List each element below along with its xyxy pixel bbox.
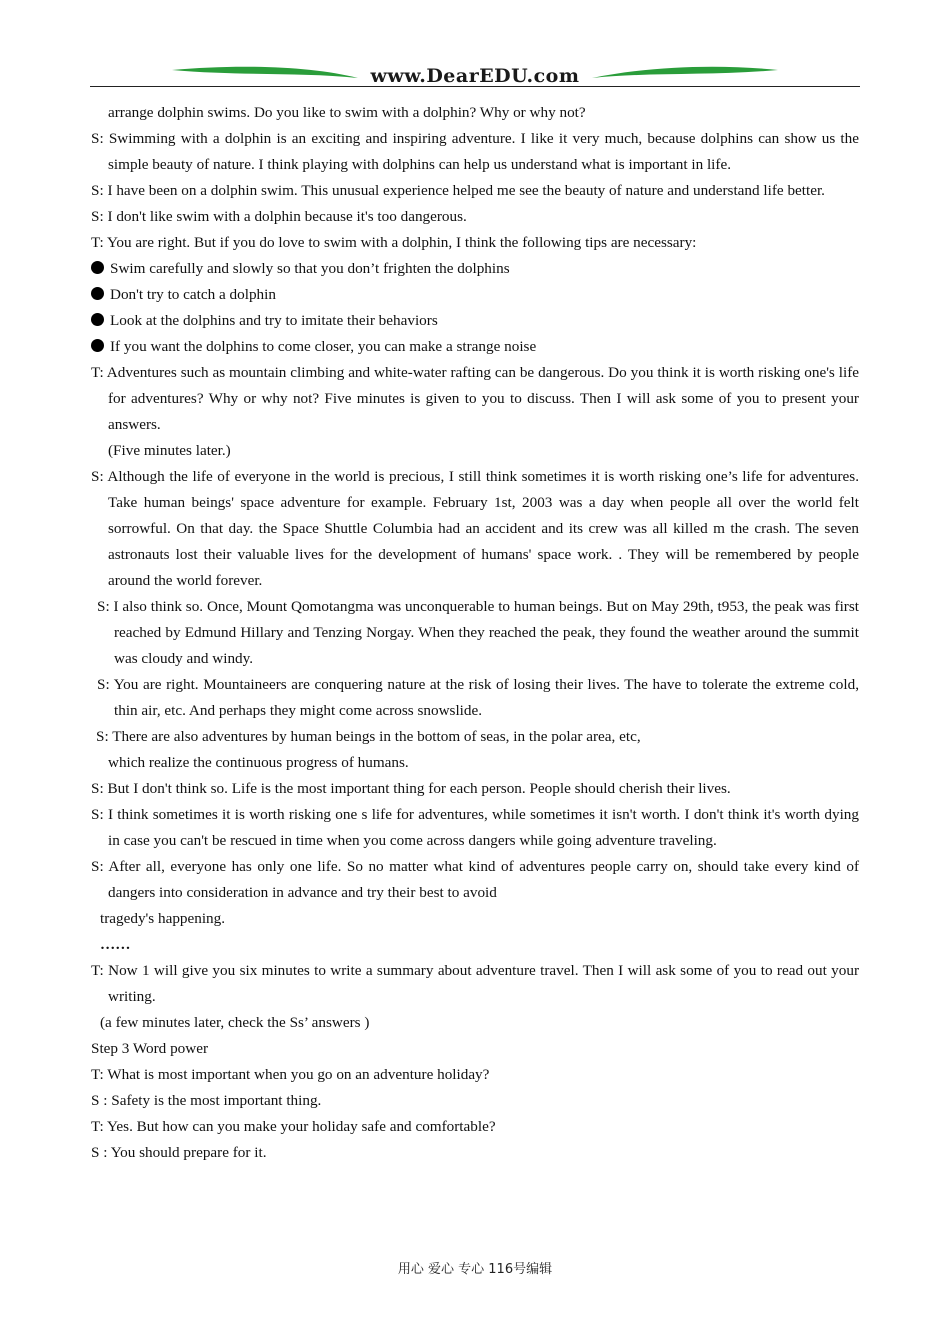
- page-footer: 用心 爱心 专心 116号编辑: [397, 1262, 553, 1277]
- tip-item: Swim carefully and slowly so that you don’t frighten the dolphins: [91, 256, 859, 282]
- bullet-icon: [91, 261, 104, 274]
- student-line: S: But I don't think so. Life is the most important thing for each person. People should cherish their lives.: [91, 780, 731, 797]
- tip-item: If you want the dolphins to come closer, you can make a strange noise: [91, 334, 859, 360]
- tip-item: Don't try to catch a dolphin: [91, 282, 859, 308]
- student-line: S: You are right. Mountaineers are conquering nature at the risk of losing their lives. The have to tolerate the extreme cold, thin air, etc. And perhaps they might come across snowslide.: [97, 676, 859, 719]
- student-line: S: I have been on a dolphin swim. This unusual experience helped me see the beauty of nature and understand life better.: [91, 182, 825, 199]
- teacher-line: T: Adventures such as mountain climbing and white-water rafting can be dangerous. Do you think it is worth risking one's life for adventures? Why or why not? Five minutes is given to you to discuss. Then I will ask some of you to present your answers.: [91, 364, 859, 433]
- teacher-line: T: Yes. But how can you make your holiday safe and comfortable?: [91, 1118, 496, 1135]
- teacher-line: T: What is most important when you go on an adventure holiday?: [91, 1066, 490, 1083]
- ellipsis: ……: [100, 936, 131, 953]
- header-rule: [90, 86, 860, 87]
- student-line: S: I also think so. Once, Mount Qomotangma was unconquerable to human beings. But on May 29th, t953, the peak was first reached by Edmund Hillary and Tenzing Norgay. When they reached the peak, they found the weather around the summit was cloudy and windy.: [97, 598, 859, 667]
- right-swoosh: [592, 67, 778, 78]
- bullet-icon: [91, 313, 104, 326]
- teacher-line: T: Now 1 will give you six minutes to write a summary about adventure travel. Then I will ask some of you to read out your writing.: [91, 962, 859, 1005]
- site-name[interactable]: www.DearEDU.com: [370, 65, 580, 87]
- step-heading: Step 3 Word power: [91, 1040, 209, 1057]
- student-line: S: There are also adventures by human beings in the bottom of seas, in the polar area, etc,: [96, 728, 641, 745]
- student-line: S: After all, everyone has only one life. So no matter what kind of adventures people carry on, should take every kind of dangers into consideration in advance and try their best to avoid: [91, 858, 859, 901]
- stage-direction: (Five minutes later.): [108, 442, 231, 459]
- left-swoosh: [172, 67, 358, 78]
- bullet-icon: [91, 339, 104, 352]
- student-line: S: I don't like swim with a dolphin because it's too dangerous.: [91, 208, 467, 225]
- teacher-line: T: You are right. But if you do love to swim with a dolphin, I think the following tips are necessary:: [91, 234, 697, 251]
- document-body: [91, 100, 859, 1166]
- bullet-icon: [91, 287, 104, 300]
- text-line: tragedy's happening.: [100, 910, 226, 927]
- student-line: S: I think sometimes it is worth risking one s life for adventures, while sometimes it isn't worth. I don't think it's worth dying in case you can't be rescued in time when you come across dangers while going adventure traveling.: [91, 806, 859, 849]
- student-line: S: Although the life of everyone in the world is precious, I still think sometimes it is worth risking one’s life for adventures. Take human beings' space adventure for example. February 1st, 2003 was a day when people all over the world felt sorrowful. On that day. the Space Shuttle Columbia had an accident and its crew was all killed m the crash. The seven astronauts lost their valuable lives for the development of humans' space work. . They will be remembered by people around the world forever.: [91, 468, 859, 589]
- student-line: S : You should prepare for it.: [91, 1144, 267, 1161]
- student-line: S : Safety is the most important thing.: [91, 1092, 322, 1109]
- tip-item: Look at the dolphins and try to imitate their behaviors: [91, 308, 859, 334]
- student-line: S: Swimming with a dolphin is an exciting and inspiring adventure. I like it very much, because dolphins can show us the simple beauty of nature. I think playing with dolphins can help us understand what is important in life.: [91, 130, 859, 173]
- text-line: which realize the continuous progress of humans.: [108, 754, 409, 771]
- text-line: arrange dolphin swims. Do you like to swim with a dolphin? Why or why not?: [108, 104, 586, 121]
- stage-direction: (a few minutes later, check the Ss’ answers ): [100, 1014, 370, 1031]
